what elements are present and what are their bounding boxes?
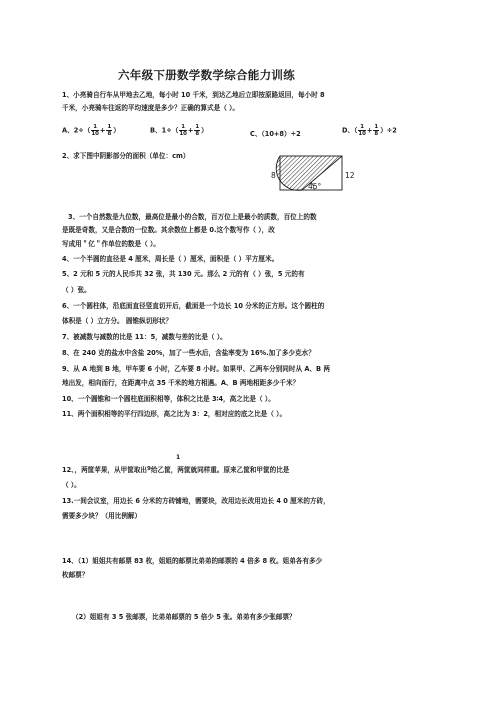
q8-text: 8、在 240 克的盐水中含盐 20%，加了一些水后，含盐率变为 16%.加了多少克水？: [62, 349, 315, 357]
option-a-label: A、2÷（: [62, 126, 91, 135]
q3-line2: 是既是奇数，又是合数的一位数。其余数位上都是 0.这个数写作（ ），改: [62, 226, 275, 234]
q3-line3: 写成用＂亿＂作单位的数是（ ）。: [62, 240, 160, 248]
q1-line1: 1、小亮骑自行车从甲地去乙地，每小时 10 千米，到达乙地后立即按原路返回，每小时 8: [62, 91, 325, 99]
q7-text: 7、被减数与减数的比是 11：5，减数与差的比是（ ）。: [62, 333, 227, 341]
q1-option-a: A、2÷（ $\frac{1}{10}$ + $\frac{1}{8}$ ）: [62, 124, 120, 137]
fraction: $\frac{1}{10}$: [91, 124, 99, 137]
q3-line1: 3、一个自然数是九位数，最高位是最小的合数，百万位上是最小的质数，百位上的数: [68, 213, 317, 221]
q2-text: 2、求下图中阴影部分的面积（单位：cm）: [62, 152, 190, 160]
figure-label-angle: 45°: [308, 182, 322, 191]
q11-text: 11、两个面积相等的平行四边形，高之比为 3：2，相对应的底之比是（ ）。: [62, 410, 287, 418]
fraction: $\frac{1}{10}$: [358, 124, 366, 137]
q14-line1: 14、（1）姐姐共有邮票 83 枚，姐姐的邮票比弟弟的邮票的 4 倍多 8 枚。姐弟各有多少: [62, 557, 323, 565]
q9-line2: 地出发，相向而行，在距离中点 35 千米的地方相遇。A、B 两地相距多少千米？: [62, 379, 300, 387]
q14-line2: 枚邮票？: [62, 571, 89, 579]
q14-part2-text: （2）姐姐有 3 5 张邮票，比弟弟邮票的 5 倍少 5 张。弟弟有多少张邮票？: [72, 613, 296, 621]
q13-line1: 13.一间会议室，用边长 6 分米的方砖铺地，需要块，改用边长改用边长 4 0 厘米的方砖，: [62, 497, 330, 505]
q1-option-c: C、（10+8）÷2: [250, 130, 301, 138]
q5-line1: 5、2 元和 5 元的人民币共 32 张，共 130 元。那么 2 元的有（ ）张，5 元的有: [62, 270, 305, 278]
shaded-area-figure: [270, 144, 360, 194]
q1-option-d: D、（ $\frac{1}{10}$ + $\frac{1}{8}$ ）÷2: [342, 124, 397, 137]
q1-line2: 千米，小亮骑车往返的平均速度是多少？正确的算式是（ ）。: [62, 104, 240, 112]
q10-text: 10、一个圆锥和一个圆柱底面积相等，体积之比是 3∶4，高之比是（ ）。: [62, 395, 275, 403]
q5-line2: （ ）张。: [62, 286, 91, 294]
q12-fraction-numerator: 1: [176, 454, 181, 461]
fraction: $\frac{1}{8}$: [374, 124, 379, 137]
fraction: $\frac{1}{8}$: [195, 124, 200, 137]
q9-line1: 9、从 A 地到 B 地，甲车要 6 小时，乙车要 8 小时。如果甲、乙两车分别同时从 A、B 两: [62, 365, 330, 373]
q4-text: 4、一个半圆的直径是 4 厘米，周长是（ ）厘米，面积是（ ）平方厘米。: [62, 255, 279, 263]
figure-label-right: 12: [345, 171, 355, 180]
q13-line2: 需要多少块？（用比例解）: [62, 512, 142, 520]
q12-line2: （ ）。: [62, 481, 81, 489]
page-title: 六年级下册数学数学综合能力训练: [118, 68, 295, 82]
q6-line1: 6、一个圆柱体，沿底面直径竖直切开后，截面是一个边长 10 分米的正方形。这个圆柱的: [62, 302, 325, 310]
figure-label-left: 8: [271, 171, 276, 180]
q12-fraction-denominator: 9: [147, 466, 151, 472]
q6-line2: 体积是（ ）立方分。 圆锥纵切形状？: [62, 317, 173, 325]
q1-option-b: B、1÷（ $\frac{1}{10}$ + $\frac{1}{8}$ ）: [150, 124, 208, 137]
fraction: $\frac{1}{10}$: [179, 124, 187, 137]
q12-line1: 12、，两筐苹果，从甲筐取出$^9$给乙筐，两筐就同样重。原来乙筐和甲筐的比是: [62, 466, 290, 474]
fraction: $\frac{1}{8}$: [107, 124, 112, 137]
